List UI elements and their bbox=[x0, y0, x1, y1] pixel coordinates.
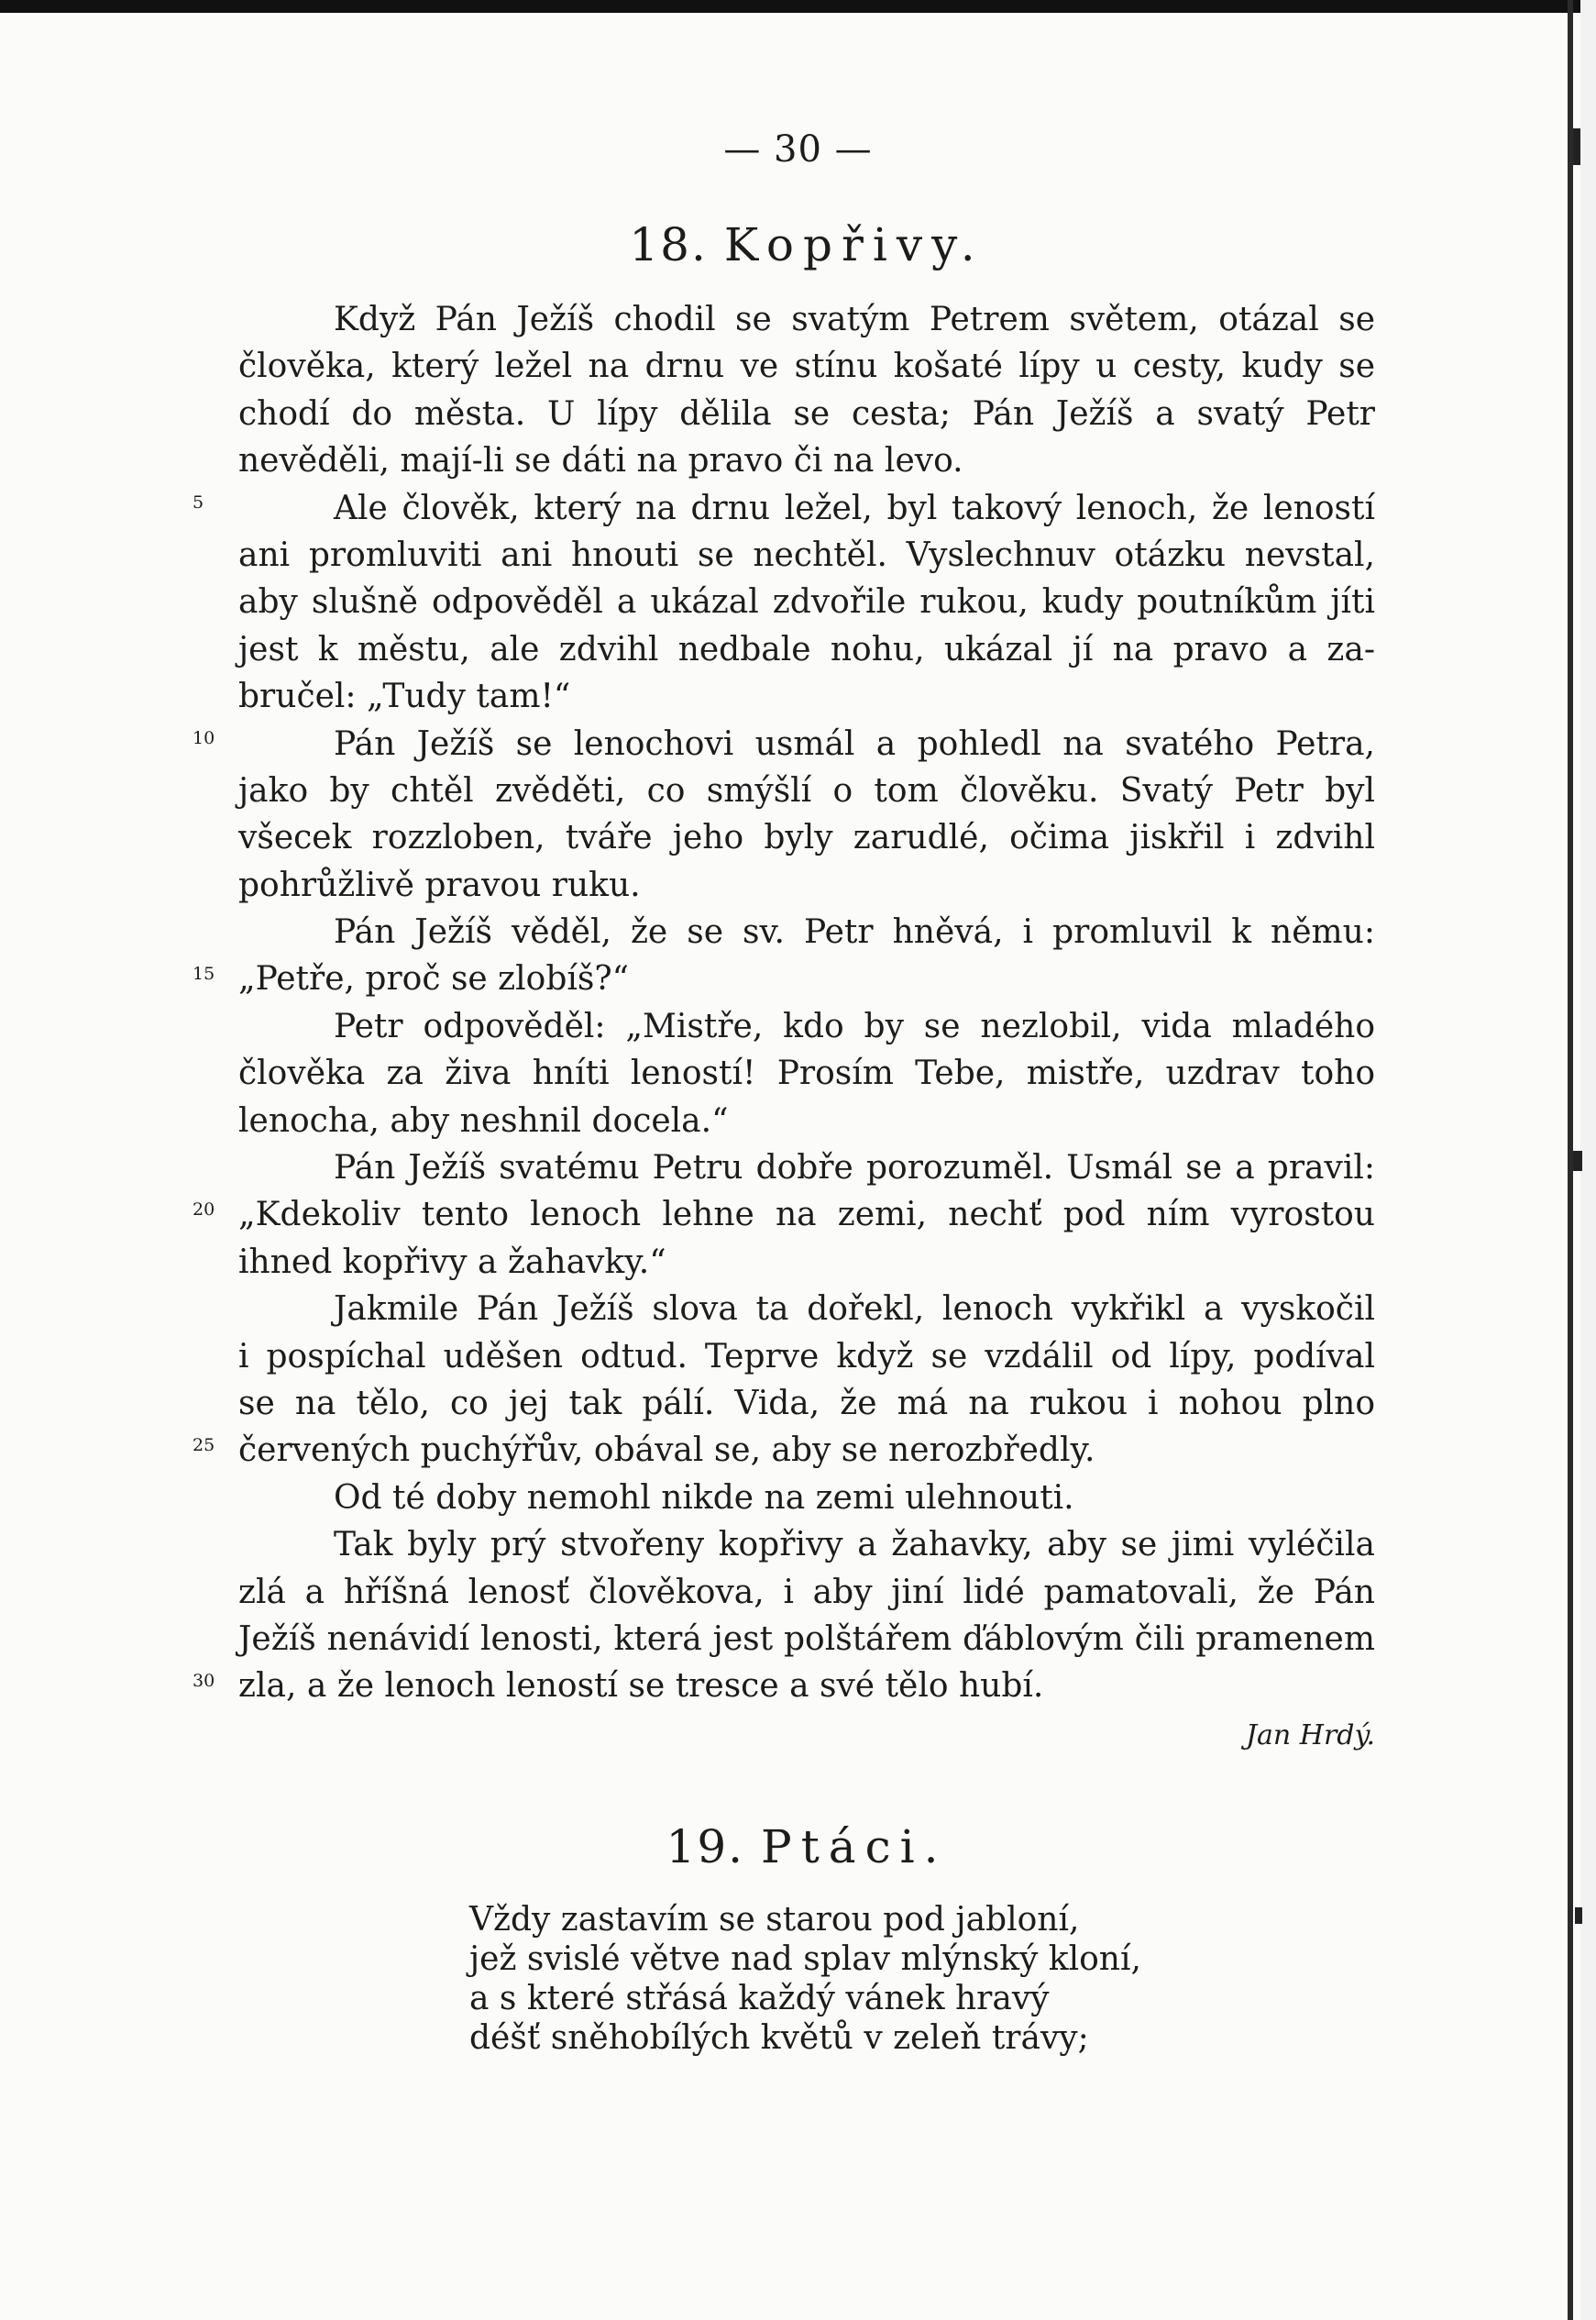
verse-line: Vždy zastavím se starou pod jabloní, bbox=[469, 1901, 1080, 1939]
text-line: Když Pán Ježíš chodil se svatým Petrem světem, otázal se bbox=[334, 301, 1375, 338]
text-line: ani promluviti ani hnouti se nechtěl. Vyslechnuv otázku nevstal, bbox=[238, 536, 1375, 574]
section-19-heading bbox=[238, 1820, 1375, 1873]
text-line: Petr odpověděl: „Mistře, kdo by se nezlobil, vida mladého bbox=[334, 1007, 1375, 1045]
text-line: „Kdekoliv tento lenoch lehne na zemi, nechť pod ním vyrostou bbox=[238, 1196, 1375, 1234]
text-line: zlá a hříšná lenosť člověkova, i aby jiní lidé pamatovali, že Pán bbox=[238, 1573, 1375, 1611]
verse-line: déšť sněhobílých květů v zeleň trávy; bbox=[469, 2019, 1089, 2057]
text-line: člověka za živa hníti leností! Prosím Tebe, mistře, uzdrav toho bbox=[238, 1055, 1375, 1093]
text-line: člověka, který ležel na drnu ve stínu košaté lípy u cesty, kudy se bbox=[238, 348, 1375, 386]
text-line: lenocha, aby neshnil docela.“ bbox=[238, 1101, 729, 1140]
text-line: aby slušně odpověděl a ukázal zdvořile rukou, kudy poutníkům jíti bbox=[238, 583, 1375, 622]
margin-line-number: 25 bbox=[193, 1435, 215, 1455]
text-line: Tak byly prý stvořeny kopřivy a žahavky, aby se jimi vyléčila bbox=[334, 1526, 1375, 1564]
text-line: „Petře, proč se zlobíš?“ bbox=[238, 960, 630, 999]
text-line: nevěděli, mají-li se dáti na pravo či na levo. bbox=[238, 442, 963, 481]
section-number: 19. bbox=[666, 1820, 745, 1873]
text-line: Pán Ježíš svatému Petru dobře porozuměl. Usmál se a pravil: bbox=[334, 1149, 1375, 1188]
text-line: Ježíš nenávidí lenosti, která jest polštářem ďáblovým čili pramenem bbox=[238, 1619, 1375, 1658]
verse-line: jež svislé větve nad splav mlýnský kloní, bbox=[469, 1940, 1141, 1978]
text-line: bručel: „Tudy tam!“ bbox=[238, 678, 571, 716]
margin-line-number: 20 bbox=[193, 1199, 215, 1220]
text-line: všecek rozzloben, tváře jeho byly zarudlé, očima jiskřil i zdvihl bbox=[238, 819, 1375, 857]
text-line: zla, a že lenoch leností se tresce a své tělo hubí. bbox=[238, 1667, 1044, 1706]
text-line: Pán Ježíš věděl, že se sv. Petr hněvá, i promluvil k němu: bbox=[334, 913, 1375, 952]
section-18-heading bbox=[238, 218, 1375, 271]
section-number: 18. bbox=[629, 218, 708, 271]
text-line: chodí do města. U lípy dělila se cesta; Pán Ježíš a svatý Petr bbox=[238, 394, 1375, 433]
text-line: se na tělo, co jej tak pálí. Vida, že má na rukou i nohou plno bbox=[238, 1384, 1375, 1422]
text-line: jako by chtěl zvěděti, co smýšlí o tom člověku. Svatý Petr byl bbox=[238, 771, 1375, 810]
text-line: Od té doby nemohl nikde na zemi ulehnouti. bbox=[334, 1478, 1074, 1517]
margin-line-number: 15 bbox=[193, 964, 215, 984]
section-18-text bbox=[238, 296, 1375, 1710]
verse-line: a s které střásá každý vánek hravý bbox=[469, 1980, 1050, 2017]
text-line: ihned kopřivy a žahavky.“ bbox=[238, 1243, 666, 1281]
section-title: Kopřivy. bbox=[723, 218, 985, 271]
scan-edge-top bbox=[0, 0, 1596, 13]
text-line: Pán Ježíš se lenochovi usmál a pohledl na svatého Petra, bbox=[334, 724, 1375, 763]
margin-line-number: 5 bbox=[193, 492, 204, 513]
section-title: Ptáci. bbox=[761, 1820, 948, 1873]
text-line: Jakmile Pán Ježíš slova ta dořekl, lenoch vykřikl a vyskočil bbox=[334, 1290, 1375, 1329]
scan-mark bbox=[1573, 1151, 1582, 1171]
margin-line-number: 30 bbox=[193, 1671, 215, 1691]
author-signature: Jan Hrdý. bbox=[1246, 1719, 1375, 1751]
poem-stanza bbox=[469, 1900, 1141, 2058]
text-line: i pospíchal uděšen odtud. Teprve když se vzdálil od lípy, podíval bbox=[238, 1337, 1375, 1375]
text-line: Ale člověk, který na drnu ležel, byl takový lenoch, že leností bbox=[334, 489, 1375, 527]
scan-mark bbox=[1575, 1907, 1582, 1924]
scan-margin-right bbox=[1580, 0, 1596, 2320]
margin-line-number: 10 bbox=[193, 728, 215, 748]
text-line: červených puchýřův, obával se, aby se nerozbředly. bbox=[238, 1431, 1095, 1470]
page-number: — 30 — bbox=[723, 128, 873, 171]
text-line: jest k městu, ale zdvihl nedbale nohu, ukázal jí na pravo a za- bbox=[238, 630, 1375, 668]
text-line: pohrůžlivě pravou ruku. bbox=[238, 866, 641, 904]
